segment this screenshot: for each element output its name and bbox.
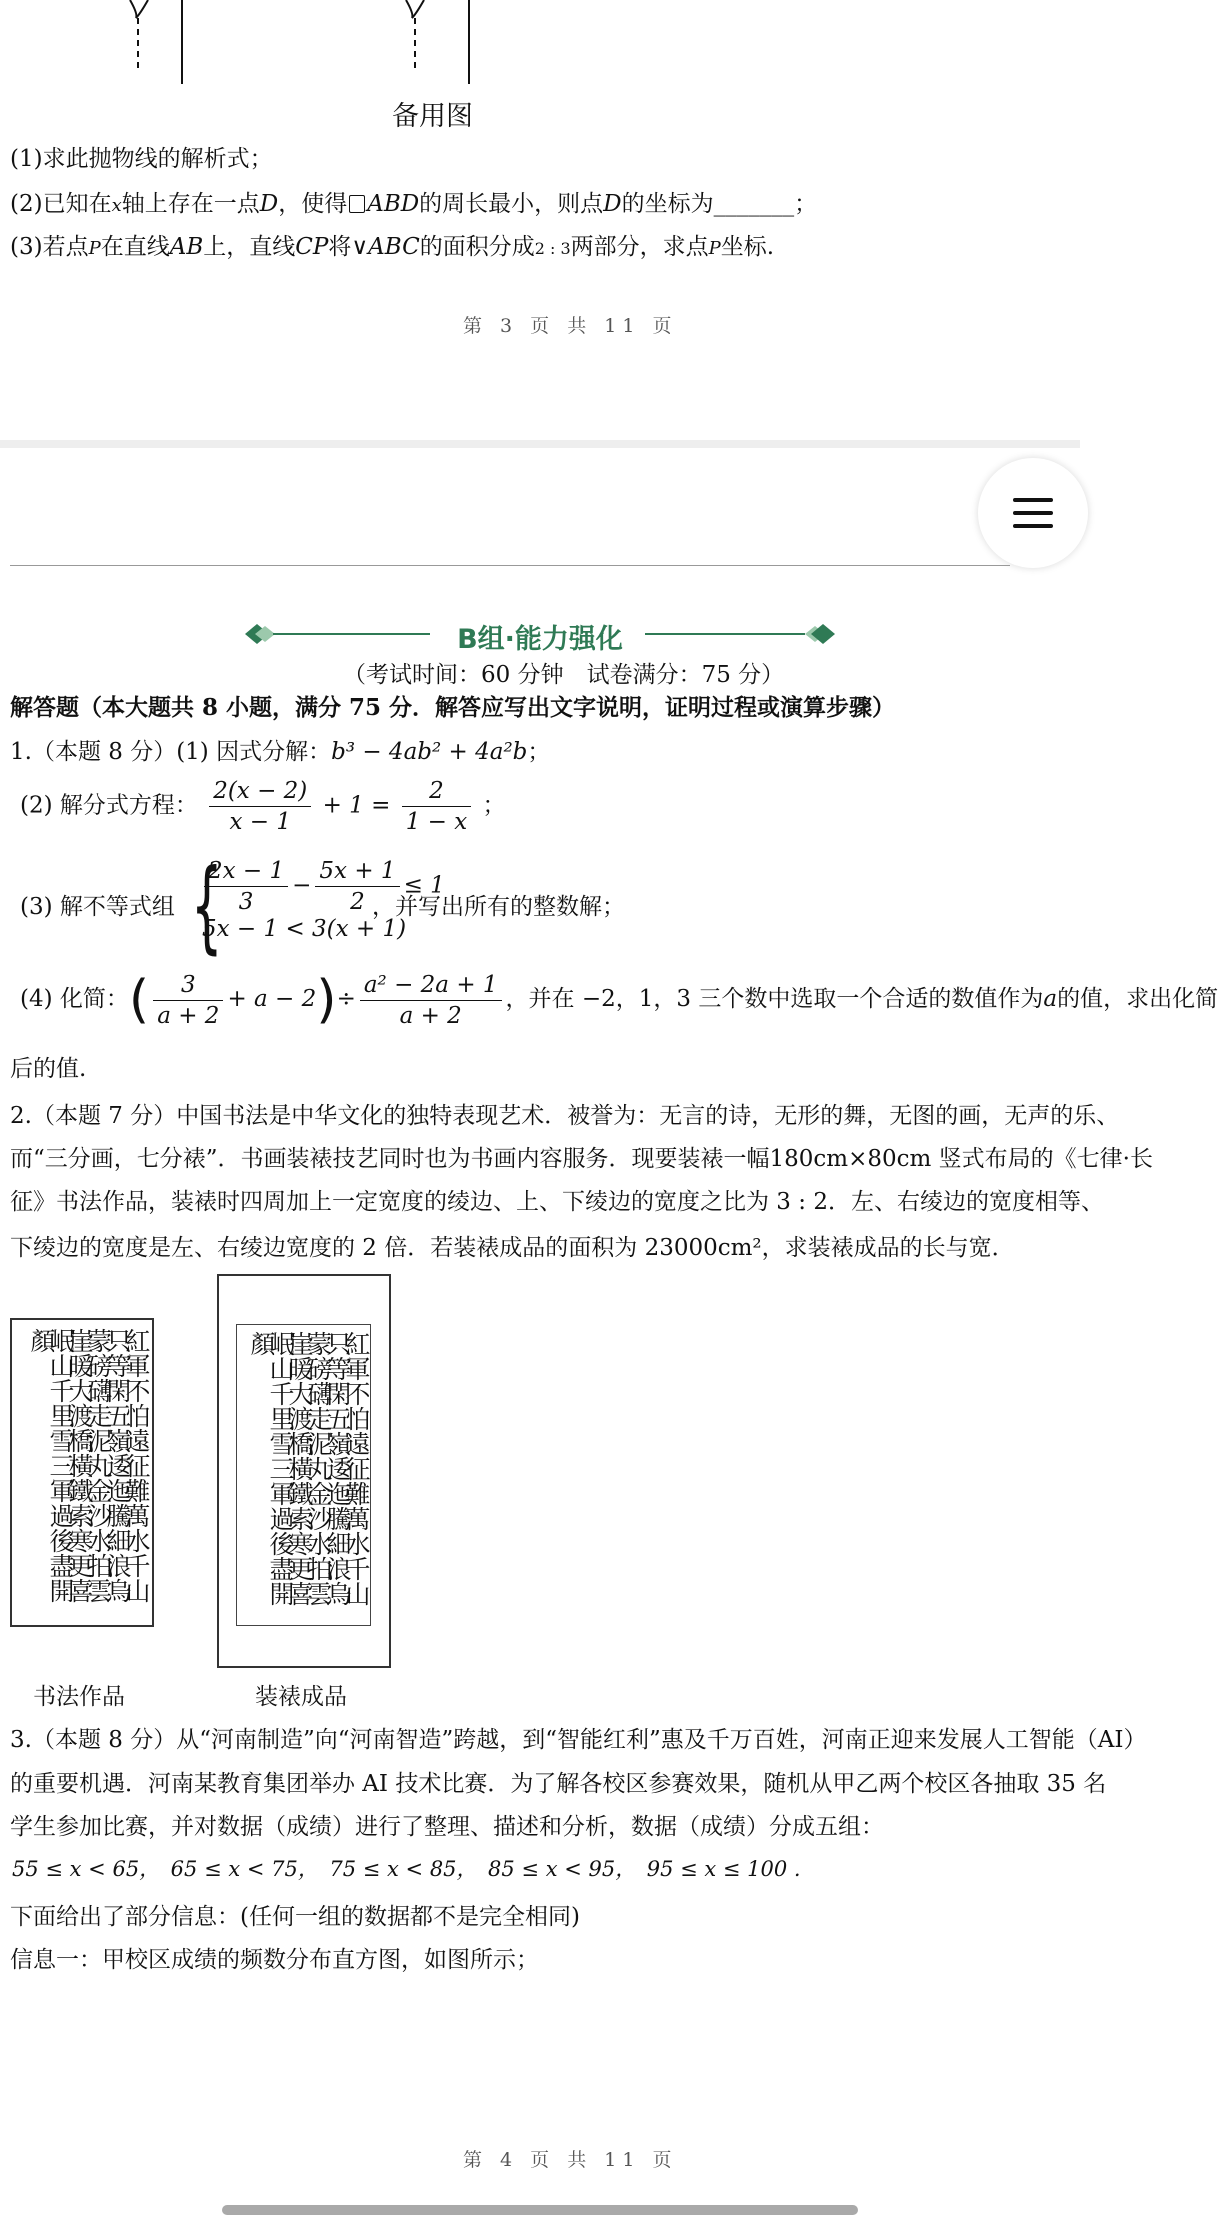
question-2-line4: 下绫边的宽度是左、右绫边宽度的 2 倍．若装裱成品的面积为 23000cm²，求装裱成品的长与宽． (10, 1235, 1015, 1261)
home-indicator[interactable] (222, 2205, 858, 2215)
missing-glyph-icon (349, 195, 365, 213)
page-3-footer: 第 3 页 共 11 页 (463, 315, 678, 337)
question-3-2: (2)已知在x轴上存在一点D，使得 ABD的周长最小，则点D的坐标为_______； (10, 191, 818, 217)
image-caption-artwork: 书法作品 (33, 1684, 125, 1710)
figure-axes-svg (110, 0, 490, 90)
page-separator (0, 440, 1080, 448)
question-1-2: (2) 解分式方程： $\frac{2(x - 2)}{x - 1}$ + 1 = $\frac{2}{1 - x}$ ； (20, 778, 506, 835)
question-1-4-cont: 后的值. (10, 1056, 87, 1082)
section-title: B组·能力强化 (457, 624, 623, 655)
question-3-line1: 3.（本题 8 分）从“河南制造”向“河南智造”跨越，到“智能红利”惠及千万百姓，河南正迎来发展人工智能（AI） (10, 1727, 1147, 1753)
image-caption-mounted: 装裱成品 (255, 1684, 347, 1710)
question-2-line2: 而“三分画，七分裱”．书画装裱技艺同时也为书画内容服务．现要装裱一幅180cm×80cm 竖式布局的《七律·长 (10, 1146, 1153, 1172)
hamburger-menu-icon (1013, 498, 1053, 502)
floating-menu-button[interactable] (978, 458, 1088, 568)
exam-info: （考试时间：60 分钟 试卷满分：75 分） (343, 662, 785, 688)
system-brace: { (190, 847, 223, 964)
hamburger-bar (1013, 511, 1053, 515)
question-2-line1: 2.（本题 7 分）中国书法是中华文化的独特表现艺术．被誉为：无言的诗，无形的舞，无图的画，无声的乐、 (10, 1103, 1120, 1129)
hamburger-bar (1013, 524, 1053, 528)
section-title-banner (245, 614, 835, 654)
question-3-line5: 下面给出了部分信息：(任何一组的数据都不是完全相同) (10, 1904, 580, 1930)
page-4-footer: 第 4 页 共 11 页 (463, 2149, 678, 2171)
question-1-3: (3) 解不等式组 { $\frac{2x - 1}{3}$ − $\frac{5x + 1}{2}$ ≤ 1 5x − 1 < 3(x + 1) ，并写出所有的整数解； (20, 847, 625, 964)
question-3-line6: 信息一：甲校区成绩的频数分布直方图，如图所示； (10, 1947, 539, 1973)
figure-caption: 备用图 (392, 101, 473, 132)
score-ranges: 55 ≤ x < 65， 65 ≤ x < 75， 75 ≤ x < 85， 85 ≤ x < 95， 95 ≤ x ≤ 100 . (12, 1857, 801, 1881)
question-3-3: (3)若点P在直线AB上，直线CP将∨ABC的面积分成2 : 3两部分，求点P坐标. (10, 234, 775, 260)
question-3-1: (1)求此抛物线的解析式； (10, 146, 273, 172)
section-heading: 解答题（本大题共 8 小题，满分 75 分．解答应写出文字说明，证明过程或演算步骤） (10, 694, 896, 721)
question-1-4: (4) 化简：( $\frac{3}{a + 2}$ + a − 2)÷ $\frac{\text{a² − 2a + 1}}{a + 2}$ ，并在 −2，1，3 三个数中选取一个合适的数值作为a的值，求出化简 (20, 970, 1218, 1030)
question-3-line2: 的重要机遇．河南某教育集团举办 AI 技术比赛．为了解各校区参赛效果，随机从甲乙两个校区各抽取 35 名 (10, 1771, 1107, 1797)
question-1-1: 1.（本题 8 分）(1) 因式分解：b³ − 4ab² + 4a²b； (10, 739, 551, 765)
question-3-line3: 学生参加比赛，并对数据（成绩）进行了整理、描述和分析，数据（成绩）分成五组： (10, 1814, 884, 1840)
question-2-line3: 征》书法作品，装裱时四周加上一定宽度的绫边、上、下绫边的宽度之比为 3 : 2．左、右绫边的宽度相等、 (10, 1189, 1104, 1215)
calligraphy-artwork-image: 紅軍不怕遠征難萬水千山只等閑五嶺逶迤騰細浪烏蒙磅礴走泥丸金沙水拍雲崖暖大渡橋橫鐵索寒更喜岷山千里雪三軍過後盡開顏 (10, 1318, 154, 1627)
mounted-calligraphy-image (217, 1274, 391, 1668)
inner-artwork-frame: 紅軍不怕遠征難萬水千山只等閑五嶺逶迤騰細浪烏蒙磅礴走泥丸金沙水拍雲崖暖大渡橋橫鐵索寒更喜岷山千里雪三軍過後盡開顏 (236, 1324, 371, 1626)
header-rule (10, 565, 1010, 566)
